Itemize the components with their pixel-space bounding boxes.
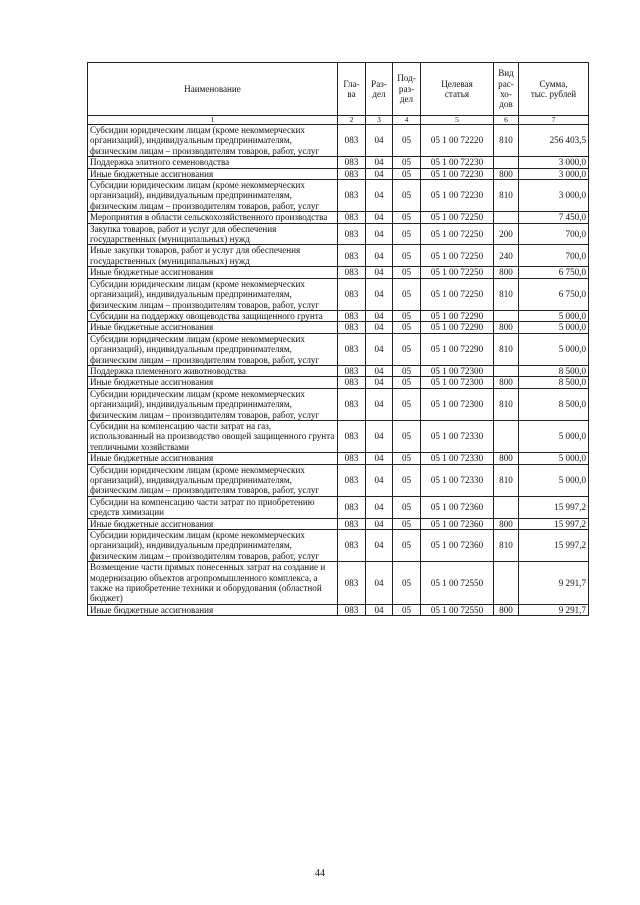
- cell-expense-type: 800: [494, 453, 519, 464]
- cell-name: Иные бюджетные ассигнования: [88, 518, 338, 529]
- cell-chapter: 083: [338, 377, 366, 388]
- cell-name: Иные бюджетные ассигнования: [88, 322, 338, 333]
- cell-target: 05 1 00 72300: [421, 377, 494, 388]
- cell-expense-type: 200: [494, 223, 519, 245]
- cell-name: Субсидии юридическим лицам (кроме некоммерческих организаций), индивидуальным предпринимателям, физическим лицам – производителям товаров, работ, услуг: [88, 125, 338, 157]
- cell-name: Субсидии на компенсацию части затрат на газ, использованный на производство овощей защищенного грунта тепличными хозяйствами: [88, 420, 338, 452]
- cell-name: Закупка товаров, работ и услуг для обеспечения государственных (муниципальных) нужд: [88, 223, 338, 245]
- cell-amount: 5 000,0: [519, 333, 589, 365]
- cell-name: Иные закупки товаров, работ и услуг для обеспечения государственных (муниципальных) нужд: [88, 245, 338, 267]
- cell-subsection: 05: [393, 322, 421, 333]
- table-row: [88, 278, 589, 310]
- cell-subsection: 05: [393, 518, 421, 529]
- table-row: [88, 420, 589, 452]
- cell-target: 05 1 00 72550: [421, 562, 494, 605]
- cell-section: 04: [366, 365, 393, 376]
- cell-section: 04: [366, 168, 393, 179]
- cell-amount: 5 000,0: [519, 453, 589, 464]
- cell-amount: 8 500,0: [519, 365, 589, 376]
- cell-target: 05 1 00 72300: [421, 365, 494, 376]
- cell-target: 05 1 00 72230: [421, 168, 494, 179]
- cell-section: 04: [366, 180, 393, 212]
- cell-expense-type: [494, 562, 519, 605]
- cell-chapter: 083: [338, 333, 366, 365]
- header-section: [366, 63, 393, 116]
- cell-chapter: 083: [338, 168, 366, 179]
- header-subsection: [393, 63, 421, 116]
- cell-name: Мероприятия в области сельскохозяйственного производства: [88, 212, 338, 223]
- cell-amount: 5 000,0: [519, 464, 589, 496]
- cell-target: 05 1 00 72330: [421, 420, 494, 452]
- cell-expense-type: 810: [494, 333, 519, 365]
- cell-target: 05 1 00 72360: [421, 530, 494, 562]
- header-name: [88, 63, 338, 116]
- cell-name: Субсидии на компенсацию части затрат по приобретению средств химизации: [88, 496, 338, 518]
- cell-chapter: 083: [338, 180, 366, 212]
- cell-subsection: 05: [393, 267, 421, 278]
- header-chapter: [338, 63, 366, 116]
- cell-expense-type: 810: [494, 530, 519, 562]
- table-row: [88, 333, 589, 365]
- cell-name: Субсидии юридическим лицам (кроме некоммерческих организаций), индивидуальным предпринимателям, физическим лицам – производителям товаров, работ, услуг: [88, 180, 338, 212]
- table-row: [88, 245, 589, 267]
- cell-expense-type: [494, 365, 519, 376]
- cell-target: 05 1 00 72360: [421, 496, 494, 518]
- cell-chapter: 083: [338, 322, 366, 333]
- cell-subsection: 05: [393, 453, 421, 464]
- table-row: [88, 530, 589, 562]
- cell-target: 05 1 00 72250: [421, 245, 494, 267]
- cell-subsection: 05: [393, 604, 421, 615]
- header-amount: [519, 63, 589, 116]
- cell-subsection: 05: [393, 245, 421, 267]
- header-section-label: Раз- дел: [371, 78, 387, 99]
- cell-expense-type: 810: [494, 388, 519, 420]
- cell-subsection: 05: [393, 157, 421, 168]
- cell-subsection: 05: [393, 180, 421, 212]
- cell-chapter: 083: [338, 604, 366, 615]
- cell-chapter: 083: [338, 496, 366, 518]
- table-row: [88, 365, 589, 376]
- cell-name: Поддержка племенного животноводства: [88, 365, 338, 376]
- cell-expense-type: [494, 157, 519, 168]
- cell-subsection: 05: [393, 125, 421, 157]
- cell-target: 05 1 00 72300: [421, 388, 494, 420]
- column-number: 6: [494, 116, 519, 125]
- cell-expense-type: 810: [494, 278, 519, 310]
- cell-name: Субсидии юридическим лицам (кроме некоммерческих организаций), индивидуальным предпринимателям, физическим лицам – производителям товаров, работ, услуг: [88, 333, 338, 365]
- cell-name: Субсидии юридическим лицам (кроме некоммерческих организаций), индивидуальным предпринимателям, физическим лицам – производителям товаров, работ, услуг: [88, 278, 338, 310]
- cell-section: 04: [366, 530, 393, 562]
- table-row: [88, 168, 589, 179]
- cell-chapter: 083: [338, 464, 366, 496]
- cell-chapter: 083: [338, 518, 366, 529]
- cell-section: 04: [366, 245, 393, 267]
- cell-subsection: 05: [393, 377, 421, 388]
- cell-subsection: 05: [393, 496, 421, 518]
- cell-target: 05 1 00 72290: [421, 333, 494, 365]
- header-expense-type-label: Вид рас- хо- дов: [498, 68, 514, 110]
- cell-expense-type: [494, 310, 519, 321]
- cell-section: 04: [366, 310, 393, 321]
- cell-amount: 15 997,2: [519, 496, 589, 518]
- cell-subsection: 05: [393, 420, 421, 452]
- cell-target: 05 1 00 72230: [421, 157, 494, 168]
- header-name-label: Наименование: [184, 83, 241, 94]
- cell-subsection: 05: [393, 562, 421, 605]
- table-row: [88, 464, 589, 496]
- table-row: [88, 518, 589, 529]
- table-row: [88, 604, 589, 615]
- column-number: 7: [519, 116, 589, 125]
- cell-amount: 3 000,0: [519, 180, 589, 212]
- table-body: [88, 116, 589, 616]
- page-number: 44: [315, 868, 325, 879]
- cell-subsection: 05: [393, 278, 421, 310]
- cell-name: Иные бюджетные ассигнования: [88, 267, 338, 278]
- cell-name: Субсидии на поддержку овощеводства защищенного грунта: [88, 310, 338, 321]
- cell-section: 04: [366, 388, 393, 420]
- cell-section: 04: [366, 518, 393, 529]
- cell-amount: 700,0: [519, 223, 589, 245]
- cell-amount: 3 000,0: [519, 168, 589, 179]
- table-row: [88, 388, 589, 420]
- header-chapter-label: Гла- ва: [343, 78, 360, 99]
- cell-expense-type: 800: [494, 267, 519, 278]
- cell-section: 04: [366, 125, 393, 157]
- cell-section: 04: [366, 496, 393, 518]
- cell-section: 04: [366, 562, 393, 605]
- cell-section: 04: [366, 157, 393, 168]
- cell-chapter: 083: [338, 365, 366, 376]
- cell-amount: 7 450,0: [519, 212, 589, 223]
- cell-target: 05 1 00 72330: [421, 464, 494, 496]
- cell-subsection: 05: [393, 212, 421, 223]
- cell-section: 04: [366, 377, 393, 388]
- cell-name: Иные бюджетные ассигнования: [88, 377, 338, 388]
- cell-amount: 3 000,0: [519, 157, 589, 168]
- table-row: [88, 180, 589, 212]
- cell-subsection: 05: [393, 168, 421, 179]
- cell-subsection: 05: [393, 365, 421, 376]
- cell-expense-type: 240: [494, 245, 519, 267]
- table-row: [88, 377, 589, 388]
- table-row: [88, 125, 589, 157]
- cell-section: 04: [366, 604, 393, 615]
- budget-table: [87, 62, 589, 616]
- cell-amount: 6 750,0: [519, 267, 589, 278]
- cell-chapter: 083: [338, 420, 366, 452]
- cell-expense-type: 800: [494, 377, 519, 388]
- column-number: 1: [88, 116, 338, 125]
- cell-name: Иные бюджетные ассигнования: [88, 168, 338, 179]
- cell-target: 05 1 00 72250: [421, 223, 494, 245]
- cell-section: 04: [366, 333, 393, 365]
- header-subsection-label: Под- раз- дел: [397, 73, 416, 105]
- cell-amount: 8 500,0: [519, 377, 589, 388]
- cell-subsection: 05: [393, 223, 421, 245]
- cell-amount: 9 291,7: [519, 562, 589, 605]
- header-expense-type: [494, 63, 519, 116]
- table-row: [88, 157, 589, 168]
- cell-chapter: 083: [338, 278, 366, 310]
- cell-target: 05 1 00 72330: [421, 453, 494, 464]
- cell-amount: 8 500,0: [519, 388, 589, 420]
- cell-expense-type: 810: [494, 125, 519, 157]
- table-row: [88, 322, 589, 333]
- cell-expense-type: 800: [494, 322, 519, 333]
- cell-amount: 700,0: [519, 245, 589, 267]
- cell-expense-type: [494, 496, 519, 518]
- cell-target: 05 1 00 72220: [421, 125, 494, 157]
- cell-amount: 6 750,0: [519, 278, 589, 310]
- cell-amount: 15 997,2: [519, 530, 589, 562]
- cell-subsection: 05: [393, 310, 421, 321]
- table-row: [88, 212, 589, 223]
- cell-target: 05 1 00 72290: [421, 322, 494, 333]
- cell-chapter: 083: [338, 212, 366, 223]
- cell-chapter: 083: [338, 530, 366, 562]
- cell-target: 05 1 00 72360: [421, 518, 494, 529]
- cell-chapter: 083: [338, 453, 366, 464]
- header-target: [421, 63, 494, 116]
- cell-subsection: 05: [393, 530, 421, 562]
- cell-amount: 5 000,0: [519, 310, 589, 321]
- table-row: [88, 453, 589, 464]
- cell-section: 04: [366, 420, 393, 452]
- cell-target: 05 1 00 72250: [421, 212, 494, 223]
- cell-name: Поддержка элитного семеноводства: [88, 157, 338, 168]
- cell-subsection: 05: [393, 464, 421, 496]
- table-row: [88, 223, 589, 245]
- cell-expense-type: [494, 420, 519, 452]
- cell-name: Возмещение части прямых понесенных затрат на создание и модернизацию объектов агропромышленного комплекса, а также на приобретение техники и оборудования (областной бюджет): [88, 562, 338, 605]
- table-row: [88, 310, 589, 321]
- cell-section: 04: [366, 212, 393, 223]
- column-number: 4: [393, 116, 421, 125]
- cell-expense-type: 810: [494, 464, 519, 496]
- column-number: 2: [338, 116, 366, 125]
- cell-target: 05 1 00 72250: [421, 267, 494, 278]
- cell-chapter: 083: [338, 223, 366, 245]
- cell-section: 04: [366, 278, 393, 310]
- table-row: [88, 267, 589, 278]
- cell-target: 05 1 00 72230: [421, 180, 494, 212]
- cell-name: Субсидии юридическим лицам (кроме некоммерческих организаций), индивидуальным предпринимателям, физическим лицам – производителям товаров, работ, услуг: [88, 530, 338, 562]
- cell-name: Иные бюджетные ассигнования: [88, 453, 338, 464]
- cell-chapter: 083: [338, 562, 366, 605]
- cell-chapter: 083: [338, 267, 366, 278]
- header-amount-label: Сумма, тыс. рублей: [530, 78, 577, 99]
- cell-chapter: 083: [338, 245, 366, 267]
- cell-expense-type: 800: [494, 518, 519, 529]
- cell-subsection: 05: [393, 333, 421, 365]
- cell-section: 04: [366, 453, 393, 464]
- cell-section: 04: [366, 267, 393, 278]
- column-number: 3: [366, 116, 393, 125]
- header-target-label: Целевая статья: [441, 78, 473, 99]
- cell-expense-type: 810: [494, 180, 519, 212]
- table-row: [88, 496, 589, 518]
- cell-section: 04: [366, 223, 393, 245]
- table-row: [88, 562, 589, 605]
- cell-amount: 256 403,5: [519, 125, 589, 157]
- cell-subsection: 05: [393, 388, 421, 420]
- cell-expense-type: 800: [494, 168, 519, 179]
- cell-name: Иные бюджетные ассигнования: [88, 604, 338, 615]
- cell-target: 05 1 00 72290: [421, 310, 494, 321]
- cell-amount: 15 997,2: [519, 518, 589, 529]
- cell-expense-type: 800: [494, 604, 519, 615]
- column-number-row: [88, 116, 589, 125]
- cell-amount: 5 000,0: [519, 420, 589, 452]
- cell-chapter: 083: [338, 125, 366, 157]
- cell-chapter: 083: [338, 157, 366, 168]
- cell-name: Субсидии юридическим лицам (кроме некоммерческих организаций), индивидуальным предпринимателям, физическим лицам – производителям товаров, работ, услуг: [88, 464, 338, 496]
- cell-section: 04: [366, 322, 393, 333]
- cell-section: 04: [366, 464, 393, 496]
- cell-name: Субсидии юридическим лицам (кроме некоммерческих организаций), индивидуальным предпринимателям, физическим лицам – производителям товаров, работ, услуг: [88, 388, 338, 420]
- cell-expense-type: [494, 212, 519, 223]
- cell-target: 05 1 00 72550: [421, 604, 494, 615]
- cell-chapter: 083: [338, 310, 366, 321]
- header-row: [88, 63, 589, 116]
- cell-amount: 9 291,7: [519, 604, 589, 615]
- cell-chapter: 083: [338, 388, 366, 420]
- cell-target: 05 1 00 72250: [421, 278, 494, 310]
- column-number: 5: [421, 116, 494, 125]
- cell-amount: 5 000,0: [519, 322, 589, 333]
